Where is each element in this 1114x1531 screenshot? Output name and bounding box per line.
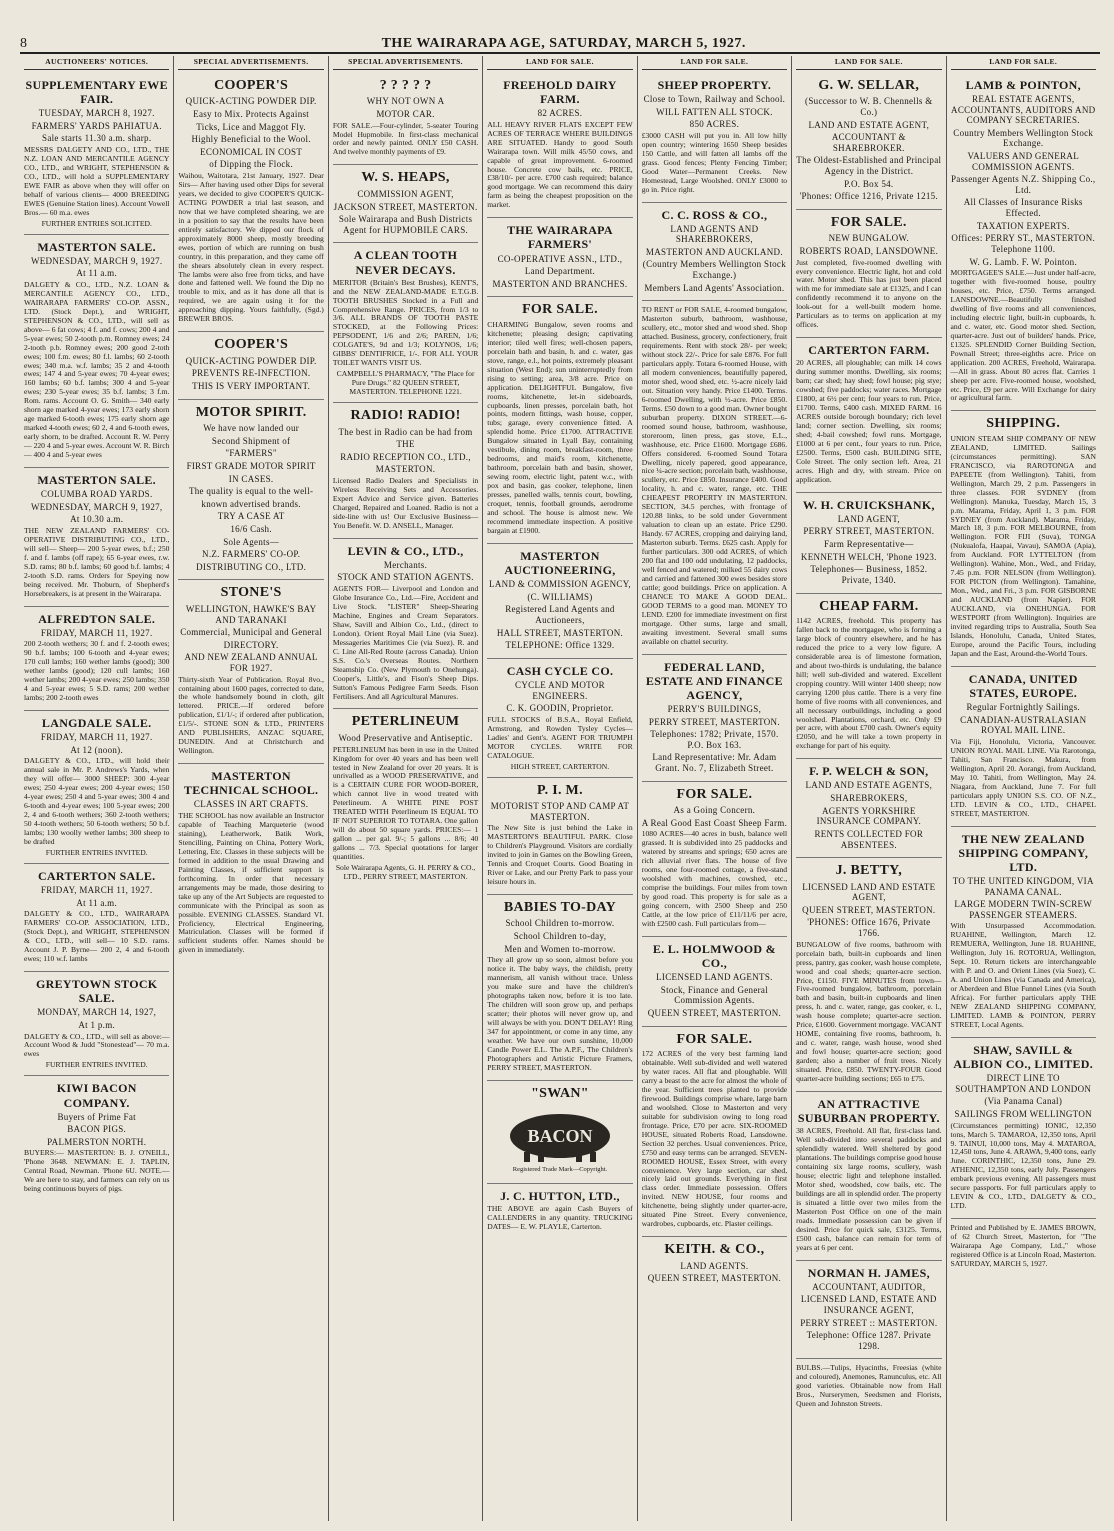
advertisement [951, 827, 1096, 1038]
ad-heading: PETERLINEUM [351, 714, 460, 730]
ad-body: MESSRS DALGETY AND CO., LTD., THE N.Z. LOAN AND MERCANTILE AGENCY CO., LTD., and WRIGHT, STEPHENSON & CO., LTD., will hold a SUPPLEMENTARY EWE FAIR as above when they will offer on behalf of various clients— 4000 BREEDING EWES (Genuine Station lines). Account Vowell Bros.— 60 m.a. ewes [24, 144, 170, 217]
advertisement [796, 1261, 941, 1360]
ad-heading: CO-OPERATIVE ASSN., LTD., [497, 253, 623, 264]
advertisement [487, 1184, 632, 1239]
ad-body: TO RENT or FOR SALE, 4-roomed bungalow, Masterton suburb, bathroom, washhouse, scullery, etc., motor shed and wood shed. Shop attached. Business, grocery, confectionery, fruit requirements. Rent with stock 28/- per week; without stock 22/-. Price for sale £876. For full particulars apply. Totara 6-roomed House, with all modern conveniences, beautifully papered, motor shed, wood shed, etc. ½-acre nicely laid out. Situation very handy. Price £1400. Terms. 6-roomed Dwelling, with ½-acre. Price £850. Terms. £50 down to a good man. Owner bought suburban property. DIXON STREET.—6-roomed sound house, bathroom, washhouse, storeroom, linen press, gas stove, E.L., washhouse, etc. Price £1600. Mortgage £686. Offers considered. 6-roomed Sound Totara Dwelling, nicely papered, good appearance, nice ¼-acre section; porcelain bath, washhouse, scullery, etc. Price £850. Insurance £400. Good locality, h. and c. water, range, etc. THE CHEAPEST PROPERTY IN MASTERTON. SECTION, 34.5 perches, with frontage of 120.88 links, to be sold under Government valuation to clean up an estate. Price £290. Handy. 67 ACRES, cropping and dairying land, Masterton suburb. Terms. £625 cash. Apply for further particulars. 300 odd ACRES, of which 200 flat and 100 odd undulating, 12 paddocks, well fenced and watered; milked 55 dairy cows and carried and fattened 300 ewes besides store cattle; good buildings. Price on application. A CHANCE TO MAKE A GOOD DEAL. GOOD TERMS to a good man. MONEY TO LEND. £200 for immediate investment on first mortgage. Other sums, large and small, awaiting investment. Several small sums available on chattel security. [641, 305, 788, 646]
ad-body: MERITOR (Britain's Best Brushes), KENT'S, and the NEW ZEALAND-MADE E.T.G.B. TOOTH BRUSHES Stocked in a Full and Comprehensive Range. PRICES, from 1/3 to 3/6. ALL BRANDS OF TOOTH PASTE STOCKED, at the Following Prices: PEPSODENT, 1/6 and 2/6; PAREN, 1/6; COLGATE'S, 9d and 1/3; KOLYNOS, 1/6; GIBBS' DENTIFRICE, 1/-. FOR ALL YOUR TOILET WANTS VISIT US. [332, 277, 479, 368]
ad-body: Waihou, Waitotara, 21st January, 1927. Dear Sirs— After having used other Dips for several years, we decided to give COOPER'S QUICK-ACTING POWDER a trial last season, and now that we have completed shearing, we are in a position to say that the results have been entirely satisfactory. We dipped our flock of approximately 8000 sheep, mostly breeding ewes, portion of which are running on bush country, in this preparation, and they came off the shears absolutely clean in every respect. The lambs were also free from ticks, and have done and fattened well. We found the Dip no trouble to mix, and as it has done all that is required, we are again using it for the approaching dipping. Yours faithfully, (Sgd.) BREWER BROS. [178, 171, 324, 324]
ad-heading: LANGDALE SALE. [41, 716, 152, 731]
advertisement [487, 1081, 632, 1184]
swan-bacon-logo [487, 1106, 632, 1174]
ad-heading: WHY NOT OWN A [366, 96, 445, 107]
ad-heading: RENTS COLLECTED FOR ABSENTEES. [814, 828, 924, 850]
ad-heading: JACKSON STREET, MASTERTON. [333, 201, 478, 212]
advertisement [796, 73, 941, 210]
ad-heading: E. L. HOLMWOOD & CO., [652, 941, 776, 971]
ad-heading: ACCOUNTANT & SHAREBROKER. [831, 132, 906, 153]
ad-heading: QUEEN STREET, MASTERTON. [802, 904, 936, 915]
advertisement [796, 759, 941, 858]
advertisement [642, 73, 787, 203]
ad-heading: VALUERS AND GENERAL COMMISSION AGENTS. [967, 151, 1080, 172]
logo-word: BACON [527, 1126, 593, 1147]
advertisement [24, 235, 169, 468]
ad-heading: Land Representative: Mr. Adam Grant. No. 7, Elizabeth Street. [652, 752, 777, 774]
ad-heading: (Successor to W. B. Chennells & Co.) [805, 96, 933, 117]
ad-heading: We have now landed our [203, 423, 300, 434]
ad-heading: ACCOUNTANT, AUDITOR, [812, 1281, 926, 1292]
ad-heading: Buyers of Prime Fat [57, 1111, 136, 1122]
ad-heading: The quality is equal to the well- [188, 486, 314, 497]
ad-footer: FURTHER ENTRIES INVITED. [45, 847, 148, 857]
page-number: 8 [20, 36, 28, 51]
ad-heading: TO THE UNITED KINGDOM, VIA PANAMA CANAL. [952, 875, 1094, 897]
ad-heading: Members Land Agents' Association. [644, 282, 785, 293]
ad-body: MORTGAGEE'S SALE.—Just under half-acre, together with five-roomed house, poultry houses, etc. Price, £750. Terms arranged. LANSDOWNE.—Beautifully finished dwelling of five rooms and all conveniences, including electric light, built-in cupboards, h. and c. water, etc. Good motor shed. Section, quarter-acre. Just out of builders' hands. Price, £1325. SPLENDID Corner Building Section, Pownall Street; three-eighths acre. Price on application. 200 ACRES, Freehold, Wairarapa.—All in grass. About 80 acres flat. Carries 1 sheep per acre. Five-roomed house, woolshed, etc. Price, £9 per acre. Will Exchange for dairy or agricultural farm. [950, 268, 1096, 403]
ad-heading: LAMB & POINTON, [965, 77, 1081, 92]
ad-heading: RADIO! RADIO! [350, 408, 461, 424]
advertisement [951, 1219, 1096, 1276]
ad-body: 200 2-tooth wethers; 30 f. and f. 2-tooth ewes; 90 b.f. lambs; 100 6-tooth and 4-year ewes; 170 cull lambs; 160 wether lambs (good); 300 wether lambs (good); 120 cull lambs; 160 wether lambs; 200 4-year ewes; 250 lambs; 350 4 and 5-year ewes; 5 S.D. rams; 200 wether lambs; 200 2-tooth ewes [24, 639, 170, 703]
ad-heading: Close to Town, Railway and School. [643, 94, 786, 104]
ad-heading: of Dipping the Flock. [209, 159, 294, 170]
ad-body: 38 ACRES, Freehold. All flat, first-class land. Well sub-divided into several paddocks and splendidly watered. Well sheltered by good plantations. The buildings comprise good house containing six large rooms, scullery, wash house; electric light and telephone installed. Motor shed, woodshed, cow bails, etc. The buildings are all in splendid order. The property is situated a little over two miles from the Masterton Post Office on one of the main roads. Immediate possession can be given if desired. Price for quick sale, £3125. Terms, £500 cash, balance can remain for term of years at 6 per cent. [796, 1126, 942, 1252]
ad-heading: A CLEAN TOOTH NEVER DECAYS. [353, 248, 458, 277]
ad-heading: GREYTOWN STOCK SALE. [35, 977, 158, 1006]
newspaper-title: THE WAIRARAPA AGE, SATURDAY, MARCH 5, 1927. [381, 36, 746, 51]
advertisement [178, 580, 323, 764]
ad-body: The New Site is just behind the Lake in MASTERTON'S BEAUTIFUL PARK. Close to Children's Playground. Visitors are cordially invited to join in Games on the Bowling Green, Tennis and Croquet Courts. Good Boating in River or Lake, and our Pretty Park to pass your leisure hours in. [487, 823, 633, 886]
ad-heading: WELLINGTON, HAWKE'S BAY AND TARANAKI [185, 603, 317, 625]
ad-footer: FURTHER ENTRIES INVITED. [45, 1060, 148, 1070]
column-header: SPECIAL ADVERTISEMENTS. [333, 56, 478, 70]
ad-body: They all grow up so soon, almost before you notice it. The baby ways, the childish, pretty mannerism, all vanish without trace. Unless you make sure and have the children's photographs taken now, before it is too late. The children will soon grow up, and perhaps scatter; their photos will never grow up, and will always be with you. DON'T DELAY! Ring 347 for appointment, or come in any time, any weather. We have our own sunshine, 10,000 Candle Power E.L. The A.P.F., The Children's Photographers and Artistic Picture Framers, PERRY STREET, MASTERTON. [487, 955, 633, 1072]
ad-heading: As a Going Concern. [673, 805, 756, 816]
advertisement [642, 203, 787, 302]
ad-heading: MONDAY, MARCH 14, 1927, [37, 1007, 157, 1018]
ad-heading: COOPER'S [214, 77, 289, 93]
ad-heading: MASTERTON AND AUCKLAND. [645, 246, 783, 257]
ad-heading: QUICK-ACTING POWDER DIP. [185, 96, 317, 107]
ad-heading: QUEEN STREET, MASTERTON. [647, 1008, 782, 1019]
ad-heading: LAND AGENTS AND SHAREBROKERS, [670, 223, 759, 245]
ad-heading: Telephones: 1782; Private, 1570. P.O. Box 163. [650, 729, 779, 750]
ad-heading: (Country Members Wellington Stock Exchange.) [642, 259, 787, 281]
advertisement [642, 301, 787, 654]
ad-heading: LAND AND ESTATE AGENT, [808, 119, 930, 130]
ad-body: BULBS.—Tulips, Hyacinths, Freesias (white and coloured), Anemones, Ranunculus, etc. All good varieties. Obtainable now from Hall Bros., Nurserymen, Seedsmen and Florists, Queen and Johnston Streets. [796, 1363, 942, 1409]
ad-body: DALGETY & CO., LTD., will sell as above:— Account Wood & Judd "Stonestead"— 70 m.a. ewes [24, 1031, 170, 1059]
ad-heading: 82 ACRES. [537, 108, 583, 119]
advertisement [642, 655, 787, 782]
ad-heading: FRIDAY, MARCH 11, 1927. [40, 627, 153, 638]
advertisement [951, 411, 1096, 666]
ad-heading: WEDNESDAY, MARCH 9, 1927, [30, 501, 163, 512]
ad-heading: LAND & COMMISSION AGENCY, [489, 579, 631, 590]
ad-heading: P.O. Box 54. [844, 178, 894, 189]
ad-heading: THE WAIRARAPA FARMERS' [507, 223, 613, 252]
ad-heading: W. G. Lamb. F. W. Pointon. [969, 256, 1077, 267]
ad-heading: CARTERTON FARM. [808, 343, 930, 358]
advertisement [24, 711, 169, 864]
ad-heading: MASTERTON SALE. [37, 239, 156, 254]
column-header: LAND FOR SALE. [642, 56, 787, 70]
ad-heading: FOR SALE. [522, 302, 598, 318]
advertisement [24, 864, 169, 972]
advertisement [178, 73, 323, 332]
ad-heading: LAND AGENT, [837, 513, 900, 524]
ad-heading: ALFREDTON SALE. [38, 611, 156, 626]
ad-heading: 850 ACRES. [689, 119, 740, 130]
ad-heading: Highly Beneficial to the Wool. [191, 134, 311, 145]
ad-heading: WEDNESDAY, MARCH 9, 1927. [30, 255, 163, 266]
ad-heading: Country Members Wellington Stock Exchange. [953, 127, 1094, 149]
ad-heading: MOTORIST STOP AND CAMP AT MASTERTON. [490, 801, 630, 822]
advertisement [642, 1237, 787, 1291]
advertisement [333, 165, 478, 243]
ad-heading: Merchants. [383, 559, 428, 570]
ad-heading: CANADIAN-AUSTRALASIAN ROYAL MAIL LINE. [960, 714, 1087, 736]
ad-body: £3000 CASH will put you in. All low hilly open country; wintering 1650 Sheep besides 150 Cattle, and will fatten all lambs off the grass. Good fences; Plenty Fencing Timber; Good Water—Permanent Creeks. New Homestead, Large Woolshed. ONLY £3000 to go in. Price right. [641, 130, 788, 194]
pig-icon [505, 1106, 615, 1164]
ad-heading: School Children to-morrow. [505, 918, 615, 929]
ad-body: THE ABOVE are again Cash Buyers of CALLENDERS in any quantity. TRUCKING DATES— E. W. PLAYLE, Carterton. [487, 1203, 633, 1231]
column-header: SPECIAL ADVERTISEMENTS. [178, 56, 323, 70]
ad-heading: C. K. GOODIN, Proprietor. [506, 703, 614, 714]
advertisement [642, 1027, 787, 1238]
ad-heading: "SWAN" [531, 1085, 589, 1101]
ad-heading: AND NEW ZEALAND ANNUAL FOR 1927. [184, 652, 318, 673]
advertisement [796, 210, 941, 338]
ad-heading: LARGE MODERN TWIN-SCREW PASSENGER STEAMERS. [954, 899, 1093, 920]
ad-heading: Telephone: Office 1287. Private 1298. [806, 1330, 932, 1351]
logo-caption: Registered Trade Mark—Copyright. [512, 1166, 608, 1174]
ad-heading: LICENSED LAND, ESTATE AND INSURANCE AGENT, [800, 1294, 937, 1315]
ad-heading: CARTERTON SALE. [37, 868, 156, 883]
ad-heading: RADIO RECEPTION CO., LTD., [340, 451, 471, 462]
ad-heading: MASTERTON AUCTIONEERING, [504, 548, 616, 577]
ad-heading: LAND AGENTS. [680, 1260, 749, 1271]
ad-body: UNION STEAM SHIP COMPANY OF NEW ZEALAND, LIMITED. Sailings (circumstances permitting). SAN FRANCISCO, via RAROTONGA and PAPEETE (from Wellington). Tahiti, from Wellington, March 29, 2 p.m. Passengers in three classes. FOR SYDNEY (from Wellington). Manuka, Tuesday, March 15, 3 p.m. Marama, Friday, April 1, 3 p.m. FOR SYDNEY (from Auckland). Marama, Friday, March 18, 3 p.m. FOR MELBOURNE, from Wellington. FOR FIJI (Suva), TONGA (Nukualofa, Haapai, Vavau), SAMOA (Apia), from Auckland. FOR LYTTELTON (from Wellington). Wahine, Mon., Wed., and Friday, 7.45 p.m. FOR NELSON (from Wellington). FOR PICTON (from Wellington). Tamahine, Mon., Wed., and Fri., 3 p.m. FOR GISBORNE and AUCKLAND (from Napier). FOR AUCKLAND, via ONEHUNGA. FOR WESTPORT (from Wellington). Inquiries are invited regarding trips to Australia, South Sea Islands, Honolulu, Canada, United States, Europe, around the Pacific Tours, including Japan and the East, Around-the-World Tours. [950, 433, 1096, 658]
ad-heading: REAL ESTATE AGENTS, ACCOUNTANTS, AUDITORS AND COMPANY SECRETARIES. [951, 94, 1096, 126]
ad-heading: THE NEW ZEALAND SHIPPING COMPANY, LTD. [958, 831, 1089, 874]
ad-heading: FIRST GRADE MOTOR SPIRIT [186, 460, 316, 471]
ad-heading: AN ATTRACTIVE SUBURBAN PROPERTY. [797, 1096, 940, 1126]
ad-heading: QUEEN STREET, MASTERTON. [647, 1273, 782, 1284]
ad-heading: Stock, Finance and General Commission Agents. [660, 984, 769, 1006]
ad-body: BUYERS:— MASTERTON: B. J. O'NEILL, 'Phone 3648. NEWMAN: E. J. TAPLIN, Central Road, Newman. 'Phone 6U. NOTE.—We are here to stay, and farmers can rely on us being continuous buyers of pigs. [24, 1148, 170, 1194]
ad-heading: BACON PIGS. [67, 1124, 127, 1135]
ad-heading: At 1 p.m. [78, 1019, 116, 1030]
ad-heading: PALMERSTON NORTH. [47, 1136, 147, 1147]
ad-body: Licensed Radio Dealers and Specialists in Wireless Receiving Sets and Accessories. Expert Advice and Service given. Batteries Charged, Repaired and Loaned. Radio is not a side-line with us! Our Exclusive Business— You Benefit. W. D. ANSELL, Manager. [332, 476, 479, 530]
ad-heading: MASTERTON SALE. [37, 473, 156, 487]
advertisement [487, 778, 632, 895]
advertisement [24, 1076, 169, 1201]
ad-heading: PERRY STREET, MASTERTON. [648, 716, 780, 727]
ad-heading: LAND AND ESTATE AGENTS, [805, 780, 933, 791]
column-header: LAND FOR SALE. [951, 56, 1096, 70]
ad-body: (Circumstances permitting) IONIC, 12,350 tons, March 5. TAMAROA, 12,350 tons, April 9. TAINUI, 10,000 tons, May 4. MATAROA, 12,450 tons, June 4. ARAWA, 9,400 tons, early June. CORINTHIC, 12,350 tons, June 29. ATHENIC, 12,350 tons, early July. Passengers embark previous evening. All passengers must secure passports. For full particulars apply to LEVIN & CO., LTD., DALGETY & CO., LTD. [950, 1120, 1096, 1211]
advertisement [333, 403, 478, 539]
ad-heading: N.Z. FARMERS' CO-OP. [202, 549, 301, 560]
ad-footer: CAMPBELL'S PHARMACY, "The Place for Pure Drugs." 82 QUEEN STREET, MASTERTON. TELEPHONE 1221. [336, 369, 475, 397]
ad-heading: LICENSED LAND AGENTS. [656, 972, 773, 983]
ad-heading: Ticks, Lice and Maggot Fly. [196, 121, 306, 132]
ad-heading: THIS IS VERY IMPORTANT. [192, 380, 311, 391]
ad-heading: Telephones— Business, 1852. Private, 1340. [810, 564, 928, 585]
ad-heading: HALL STREET, MASTERTON. [496, 627, 624, 638]
ad-heading: TRY A CASE AT [217, 511, 285, 522]
ad-heading: WILL FATTEN ALL STOCK. [656, 106, 773, 117]
ad-body: BUNGALOW of five rooms, bathroom with porcelain bath, built-in cupboards and linen press, pantry, gas cooker, wash house complete, wood and coal sheds; quarter-acre section. Price, £1150. FIVE MINUTES from town—Five-roomed bungalow, bathroom, porcelain bath and basin, built-in cupboards and linen press, h. and c. water, range, gas cooker, e. l., wash house complete; quarter-acre section. Price, £1600. Government mortgage. VACANT HOME, containing five rooms, bathroom, h. and c. water, range, wash house, wood shed and fowl house; quarter-acre section; good garden; also a number of fruit trees. Nicely situated. Price, £850. TWENTY-FOUR Good quarter-acre building sections; £65 to £75. [796, 939, 942, 1083]
ad-heading: CYCLE AND MOTOR ENGINEERS. [515, 679, 605, 701]
ad-heading: NEW BUNGALOW. [828, 233, 910, 244]
ad-footer: HIGH STREET, CARTERTON. [510, 761, 610, 771]
ad-heading: Offices: PERRY ST., MASTERTON. Telephone 1100. [951, 233, 1096, 254]
advertisement [487, 659, 632, 778]
ad-heading: Sole Wairarapa and Bush Districts Agent for HUPMOBILE CARS. [338, 214, 473, 235]
ad-heading: CASH CYCLE CO. [506, 663, 614, 678]
ad-heading: FOR SALE. [676, 1031, 753, 1047]
ad-body: Printed and Published by E. JAMES BROWN, of 62 Church Street, Masterton, for "The Wairarapa Age Company, Ltd.," whose registered Office is at Lincoln Road, Masterton. SATURDAY, MARCH 5, 1927. [950, 1223, 1096, 1268]
ad-body: THE NEW ZEALAND FARMERS' CO-OPERATIVE DISTRIBUTING CO., LTD., will sell— Sheep— 200 5-year ewes, b.f.; 250 f. and f. lambs (off rape); 65 6-year ewes, r.w. S.D. rams; 80 b.f. lambs; 60 good b.f. lambs; 4 2-tooth S.D. rams. Orders for Speying now being received. Mr. Thoburn, of Shepherd's Horsebreakers, is at present in the Wairarapa. [24, 525, 170, 598]
ad-heading: W. S. HEAPS, [361, 170, 450, 186]
ad-heading: FREEHOLD DAIRY FARM. [503, 77, 617, 106]
advertisement [796, 493, 941, 594]
ad-heading: known advertised brands. [201, 498, 301, 509]
ad-heading: PERRY'S BUILDINGS, [667, 704, 762, 714]
ad-body: With Unsurpassed Accommodation. RUAHINE, Wellington, March 12. REMUERA, Wellington, June 18. RUAHINE, Wellington, July 16. ROTORUA, Wellington, Sept. 10. Return tickets are interchangeable with P. and O. and Orient Lines (via Suez), C. A. and Union Lines (via Canada and America), or Aberdeen and Blue Funnel Lines (via South Africa). For further particulars apply THE NEW ZEALAND SHIPPING COMPANY, LIMITED. LAMB & POINTON, PERRY STREET, Local Agents. [950, 921, 1096, 1029]
ad-heading: SUPPLEMENTARY EWE FAIR. [25, 77, 168, 106]
advertisement [487, 73, 632, 218]
newspaper-column [173, 56, 327, 1521]
ad-heading: At 11 a.m. [76, 897, 118, 908]
ad-heading: Commercial, Municipal and General [180, 627, 323, 638]
ad-heading: SHAW, SAVILL & ALBION CO., LIMITED. [953, 1042, 1094, 1071]
ad-heading: W. H. CRUICKSHANK, [802, 497, 935, 512]
ad-body: DALGETY & CO., LTD., N.Z. LOAN & MERCANTILE AGENCY CO., LTD., WAIRARAPA FARMERS' CO-OP. ASSN., LTD. (Stock Dept.), and WRIGHT, STEPHENSON & CO., LTD., will sell as above— 6 fat cows; 4 f. and f. cows; 200 4 and 5-year ewes; 50 2-tooth p.m. Romney ewes; 24 2-tooth p.b. Romney ewes; 200 good 2-toth ewes; 100 f.m. ewes; 80 f.l. lambs; 60 2-tooth ewes; 340 m.a. w.f. lambs; 35 2 and 4-tooth ewes; 147 4 and 5-year ewes; 70 4-year ewes; 160 lambs; 60 b.f. lambs; 300 4 and 5-year ewes; 230 5-year ewes; 35 b.f. lambs; 3 f.m. Rom. rams. Account O. G. Smith— 340 early shorn age marked 4-year ewes; 173 early shorn age marked 6-tooth ewes; 175 early shorn age marked 4-tooth ewes; 60 2, 4 and 6-tooth ewes, early shorn, to be drafted. Account R. W. Perry— 220 4 and 5-year ewes. Account W. R. Birch— 400 4 and 5-year ewes [24, 279, 170, 460]
ad-heading: J. BETTY, [835, 863, 903, 879]
ad-body: AGENTS FOR— Liverpool and London and Globe Insurance Co., Ltd.—Fire, Accident and Live Stock. "LISTER" Sheep-Shearing Machine, Engines and Cream Separators. Shaw, Savill and Albion Co., Ltd., (direct to London). Orient Royal Mail Line (via Suez). Messageries Maritimes Cie (via Suez). R. and C. Line All-Red Route (across Canada). Union S.S. Co.'s Overseas Routes. Northern Steamship Co. (New Plymouth to Onehunga). Cooper's, Little's, and Fison's Sheep Dips. Sutton's Famous Pedigree Farm Seeds. Fison Fertilisers. And all Agricultural Manures. [332, 584, 479, 701]
ad-heading: THE [396, 439, 415, 450]
advertisement [487, 895, 632, 1081]
ad-heading: CHEAP FARM. [819, 598, 919, 614]
ad-heading: AGENTS YORKSHIRE INSURANCE COMPANY. [816, 805, 922, 827]
ad-body: 20 ACRES, all ploughable; can milk 14 cows during summer months. Dwelling, six rooms; barn; car shed; hay shed; fowl house; pig stye; cowshed; five paddocks; water races. Mortgage £1800, at 6½ per cent; four years to run. Price, £1700. Terms, £400 cash. MIXED FARM. 16 ACRES outside borough boundary; rich level land; corner section. Dwelling, six rooms; shed; 4-bail cowshed; fowl runs. Mortgage, £1000 at 6 per cent., four years to run. Price, £2500. Terms, £500 cash. BUILDING SITE, Cole Street. The only section left. Area, 21 acres. High and dry, with stream. Price on application. [796, 358, 942, 484]
ad-heading: STOCK AND STATION AGENTS. [337, 572, 474, 583]
ad-heading: (C. WILLIAMS) [527, 591, 593, 602]
advertisement [333, 709, 478, 886]
ad-heading: CLASSES IN ART CRAFTS. [193, 799, 309, 810]
advertisement [333, 539, 478, 710]
ad-heading: The Oldest-Established and Principal Agency in the District. [796, 155, 942, 177]
ad-heading: School Children to-day, [513, 931, 607, 942]
newspaper-column [20, 56, 173, 1521]
ad-heading: Regular Fortnightly Sailings. [966, 702, 1080, 713]
ad-heading: At 12 (noon). [70, 744, 124, 755]
ad-heading: KENNETH WELCH, 'Phone 1923. [800, 551, 937, 562]
ad-heading: Second Shipment of [211, 435, 291, 446]
advertisement [487, 544, 632, 659]
ad-heading: TAXATION EXPERTS. [976, 220, 1070, 231]
advertisement [24, 73, 169, 235]
ad-heading: J. C. HUTTON, LTD., [500, 1188, 620, 1203]
ad-heading: ECONOMICAL IN COST [200, 146, 303, 157]
ad-body: 1080 ACRES—40 acres in bush, balance well grassed. It is subdivided into 25 paddocks and watered by streams and springs; 650 acres are rich alluvial river flats. The house of five rooms, one four-roomed cottage, a five-stand woolshed with machines, cowshed, etc., comprise the buildings. Four miles from town by good road. This property is for sale as a going concern, with 2500 Sheep and 250 Cattle, at the low price of £11/11/6 per acre, with £2500 cash. Full particulars from— [641, 829, 788, 928]
ad-heading: Passenger Agents N.Z. Shipping Co., Ltd. [950, 174, 1096, 195]
ad-heading: Farm Representative— [823, 539, 914, 550]
newspaper-column [791, 56, 945, 1521]
advertisement [333, 243, 478, 403]
ad-heading: MASTERTON AND BRANCHES. [492, 278, 628, 289]
ad-heading: COLUMBA ROAD YARDS. [40, 489, 153, 500]
advertisement [951, 667, 1096, 827]
advertisement [642, 937, 787, 1027]
ad-heading: MOTOR SPIRIT. [195, 404, 307, 420]
ad-heading: Men and Women to-morrow. [504, 943, 616, 954]
ad-heading: NORMAN H. JAMES, [807, 1265, 930, 1280]
ad-heading: A Real Good East Coast Sheep Farm. [641, 817, 788, 828]
ad-heading: BABIES TO-DAY [503, 899, 617, 915]
ad-heading: P. I. M. [537, 782, 583, 798]
ad-heading: At 11 a.m. [76, 268, 118, 279]
ad-heading: SHAREBROKERS, [830, 793, 908, 804]
ad-body: DALGETY & CO., LTD., will hold their annual sale in Mr. P. Andrews's Yards, when they will offer— 3000 SHEEP: 300 4-year ewes; 250 4-year ewes; 200 4-year ewes; 150 4-year ewes; 250 4 and 5-year ewes; 300 4 and 6-tooth and 4-year ewes; 100 5-year ewes; 200 2, 4 and 6-tooth wethers; 360 2-tooth wethers; 50 4-tooth wethers; 50 6-tooth wethers; 50 b.f. lambs; 130 woolly wether lambs; 300 sheep to be drafted [24, 756, 170, 846]
ad-heading: KEITH. & CO., [664, 1242, 765, 1258]
ad-heading: TELEPHONE: Office 1329. [505, 640, 615, 651]
ad-heading: DIRECT LINE TO SOUTHAMPTON AND LONDON [955, 1073, 1092, 1094]
ad-footer: Sole Wairarapa Agents, G. H. PERRY & CO., LTD., PERRY STREET, MASTERTON. [335, 863, 476, 881]
ad-heading: F. P. WELCH & SON, [809, 764, 929, 779]
column-header: AUCTIONEERS' NOTICES. [24, 56, 169, 70]
ad-body: 1142 ACRES, freehold. This property has fallen back to the mortgagee, who is forming a large block of country elsewhere, and he has reduced the price to a very low figure. A considerable area is of limestone formation, and about two-thirds is undulating, the balance hill; well sub-divided and watered. Excellent cropping country. Will winter 1400 sheep; now carrying 1200 plus cattle. There is a very fine home of five rooms with all conveniences, and all necessary outbuildings, including a good woolshed. Plantations, orchard, etc. Only £9 per acre, with about £700 cash. Owner's equity £2050, and he will take a town property in exchange for part of his equity. [796, 616, 942, 751]
ad-heading: 16/6 Cash. [230, 523, 272, 534]
ad-heading: FOR SALE. [676, 786, 753, 802]
advertisement [796, 1359, 941, 1416]
ad-heading: CANADA, UNITED STATES, EUROPE. [968, 671, 1078, 700]
masthead [20, 30, 1100, 54]
advertisement [796, 594, 941, 760]
advertisement [487, 297, 632, 543]
ad-heading: TUESDAY, MARCH 8, 1927. [38, 108, 155, 119]
ad-heading: SAILINGS FROM WELLINGTON [954, 1108, 1092, 1119]
ad-heading: MASTERTON TECHNICAL SCHOOL. [183, 769, 319, 798]
ad-heading: DISTRIBUTING CO., LTD. [196, 561, 307, 572]
advertisement [333, 73, 478, 166]
advertisement [642, 782, 787, 937]
advertisement [24, 468, 169, 607]
ad-heading: 'PHONES: Office 1676, Private 1766. [807, 917, 931, 939]
ad-body: FOR SALE.—Four-cylinder, 5-seater Touring Model Hupmobile. In first-class mechanical order and newly painted. ONLY £50 CASH. And twelve monthly payments of £9. [332, 120, 479, 157]
ad-heading: MASTERTON. [375, 464, 436, 475]
ad-heading: All Classes of Insurance Risks Effected. [963, 197, 1083, 219]
ad-body: THE SCHOOL has now available an Instructor capable of Teaching Marqueterie (wood staining), Leatherwork, Batik Work, Stencilling, Painting on China, Pottery Work, Lettering, Etc. Classes in these subjects will be formed in addition to the usual Drawing and Painting Classes, if sufficient support is forthcoming. In order that necessary arrangements may be made, those desiring to take up any of the Art Subjects are requested to communicate with the Principal as soon as possible. EVENING CLASSES. Standard VI. Proficiency, Electrical Engineering, Matriculation. Classes will be formed if sufficient students offer. Names should be given in immediately. [178, 811, 324, 955]
ad-body: CHARMING Bungalow, seven rooms and kitchenette; pleasing design; captivating interior; tiled well fires; well-chosen papers, porcelain bath and basin, h. and c. water, gas stove, range, e.l., hot points, extremely pleasant situation (West End); sun uninterruptedly from rising to setting; area, 3/8 acre. Price on application. DELIGHTFUL Bungalow, five rooms, kitchenette, let-in sideboards, cupboards, linen presses, porcelain bath, hot points, modern fittings, wash house, copper, tubs; garage, every convenience fitted. A splendid home. Price £1700. ATTRACTIVE Bungalow situated in Lyall Bay, containing vestibule, dining room, breakfast-room, three bedrooms, and maid's room, kitchenette, bathroom, porcelain bath and basin, shower, sewing room, electric light, patent w.c., with pox and basin, gas cooker, telephone, linen presses, panelled walls, tennis court, bowling, croquet, tennis, football grounds, aerodrome and school. The house is almost new. We recommend immediate inspection. A positive bargain at £1900. [487, 319, 633, 535]
ad-body: ALL HEAVY RIVER FLATS EXCEPT FEW ACRES OF TERRACE WHERE BUILDINGS ARE SITUATED. Handy to good South Wairarapa town. Will milk 45/50 cows, and capable of great improvement. 6-roomed house. Concrete cow bails, etc. PRICE, £38/10/- per acre. £700 cash required; balance good mortgage. We can recommend this dairy farm as being the cheapest proposition on the market. [487, 119, 633, 210]
column-header: LAND FOR SALE. [796, 56, 941, 70]
ad-heading: Registered Land Agents and Auctioneers, [505, 604, 615, 625]
ad-heading: Sale starts 11.30 a.m. sharp. [42, 133, 152, 144]
ad-heading: PREVENTS RE-INFECTION. [191, 368, 311, 379]
ad-body: DALGETY & CO., LTD., WAIRARAPA FARMERS' CO-OP. ASSOCIATION, LTD., (Stock Dept.), and WRIGHT, STEPHENSON & CO., LTD., will sell— 10 S.D. rams. Account J. P. Byrne— 200 2, 4 and 6-tooth ewes; 110 w.f. lambs [24, 909, 170, 964]
ad-heading: LICENSED LAND AND ESTATE AGENT, [802, 881, 936, 903]
ad-body: Just completed, five-roomed dwelling with every convenience. Electric light, hot and cold water. Motor shed. This has just been placed with me for immediate sale at £1325, and I can confidently recommend it to anyone on the look-out for a well-built modern home. Particulars as to terms on application at my offices. [796, 257, 942, 330]
advertisement [24, 607, 169, 711]
newspaper-columns [20, 56, 1100, 1521]
ad-body: Thirty-sixth Year of Publication. Royal 8vo., containing about 1600 pages, corrected to date, the whole handsomely bound in cloth, gilt lettered. PRICE.—If ordered before publication, £1/1/-; if ordered after publication, £1/5/-. STONE SON & LTD., PRINTERS AND PUBLISHERS, ANZAC SQUARE, DUNEDIN. And at Christchurch and Wellington. [178, 674, 324, 756]
ad-heading: FOR SALE. [830, 214, 907, 230]
newspaper-column [482, 56, 636, 1521]
ad-heading: 'Phones: Office 1216, Private 1215. [799, 191, 939, 202]
ad-heading: (Via Panama Canal) [984, 1096, 1063, 1107]
ad-heading: C. C. ROSS & CO., [661, 207, 768, 222]
advertisement [24, 972, 169, 1076]
advertisement [796, 858, 941, 1092]
ad-heading: Wood Preservative and Antiseptic. [338, 733, 473, 743]
ad-heading: "FARMERS" [225, 448, 277, 459]
ad-heading: SHIPPING. [986, 416, 1061, 432]
ad-body: FULL STOCKS of B.S.A., Royal Enfield, Armstrong, and Rowden Tysley Cycles—Ladies' and Gent's. AGENT FOR TRIUMPH MOTOR CYCLES. WRITE FOR CATALOGUE. [487, 714, 633, 760]
ad-heading: FEDERAL LAND, ESTATE AND FINANCE AGENCY, [645, 659, 783, 702]
ad-heading: IN CASES. [228, 473, 274, 484]
ad-heading: FRIDAY, MARCH 11, 1927. [40, 732, 153, 743]
ad-heading: STONE'S [220, 585, 282, 601]
ad-heading: FRIDAY, MARCH 11, 1927. [40, 885, 153, 896]
column-header: LAND FOR SALE. [487, 56, 632, 70]
ad-heading: MOTOR CAR. [376, 108, 435, 119]
ad-heading: G. W. SELLAR, [818, 77, 920, 93]
ad-footer: FURTHER ENTRIES SOLICITED. [41, 218, 152, 228]
ad-heading: SHEEP PROPERTY. [657, 77, 772, 92]
advertisement [487, 218, 632, 297]
newspaper-column [328, 56, 482, 1521]
ad-heading: COOPER'S [214, 337, 289, 353]
ad-heading: ROBERTS ROAD, LANSDOWNE. [799, 245, 939, 256]
advertisement [178, 332, 323, 399]
ad-heading: QUICK-ACTING POWDER DIP. [185, 355, 317, 366]
ad-heading: Easy to Mix. Protects Against [193, 108, 310, 119]
ad-heading: Sole Agents— [223, 536, 280, 547]
newspaper-column [946, 56, 1100, 1521]
advertisement [178, 400, 323, 581]
advertisement [951, 73, 1096, 412]
ad-heading: ? ? ? ? ? [379, 77, 432, 93]
ad-heading: Land Department. [524, 266, 596, 277]
ad-heading: PERRY STREET :: MASTERTON. [800, 1317, 938, 1328]
ad-heading: PERRY STREET, MASTERTON. [803, 526, 935, 537]
advertisement [178, 764, 323, 962]
advertisement [951, 1038, 1096, 1219]
advertisement [796, 1092, 941, 1261]
ad-heading: FARMERS' YARDS PAHIATUA. [31, 120, 162, 131]
ad-heading: At 10.30 a.m. [70, 514, 124, 525]
ad-heading: LEVIN & CO., LTD., [347, 543, 464, 558]
ad-body: PETERLINEUM has been in use in the United Kingdom for over 40 years and has been well tested in New Zealand for over 20 years. It is unrivalled as a WOOD PRESERVATIVE, and is a CERTAIN CURE FOR WOOD-BORER, which cannot live in wood treated with Peterlineum. A WHITE PINE POST TREATED WITH Peterlineum IS EQUAL TO IF NOT SUPERIOR TO TOTARA. One gallon will do about 50 square yards. PRICES:— 1 gallon ... per gal. 9/-; 5 gallons ... 8/6; 40 gallons ... 7/3. Special quotations for larger quantities. [332, 744, 479, 862]
advertisement [796, 338, 941, 493]
ad-heading: COMMISSION AGENT, [357, 188, 454, 199]
newspaper-column [637, 56, 791, 1521]
ad-heading: DIRECTORY. [223, 639, 279, 650]
ad-heading: KIWI BACON COMPANY. [56, 1081, 137, 1110]
ad-heading: The best in Radio can be had from [338, 426, 473, 437]
ad-body: Via Fiji, Honolulu, Victoria, Vancouver. UNION ROYAL MAIL LINE. Via Rarotonga, Tahiti, San Francisco. Makura, from Wellington, April 20. Aorangi, from Auckland, May 10. Tahiti, from Wellington, May 24. Niagara, from Auckland, June 7. For full particulars apply UNION S.S. CO. OF N.Z., LTD. LEVIN & CO., LTD., CHAPEL STREET, MASTERTON. [950, 736, 1096, 818]
ad-body: 172 ACRES of the very best farming land obtainable. Well sub-divided and well watered by water races. All flat and ploughable. Will carry a beast to the acre for almost the whole of the year. Sufficient trees planted to provide firewood. Buildings comprise whare, large barn and woolshed. Close to Masterton and very suitable for subdivision owing to long road frontage. Price, £70 per acre. SIX-ROOMED HOUSE, situated Roberts Road, Lansdowne. Section 32 perches. Usual conveniences. Price, £750 and easy terms can be arranged. SEVEN-ROOMED HOUSE, Essex Street, with every convenience. Very large section, car shed, nicely laid out grounds. Everything in first class order. Immediate possession. Offers invited. NEW HOUSE, four rooms and kitchenette, being slightly under quarter-acre, situated Pine Street. Every convenience, wardrobes, cupboards, etc. Plaster ceilings. [641, 1049, 788, 1229]
